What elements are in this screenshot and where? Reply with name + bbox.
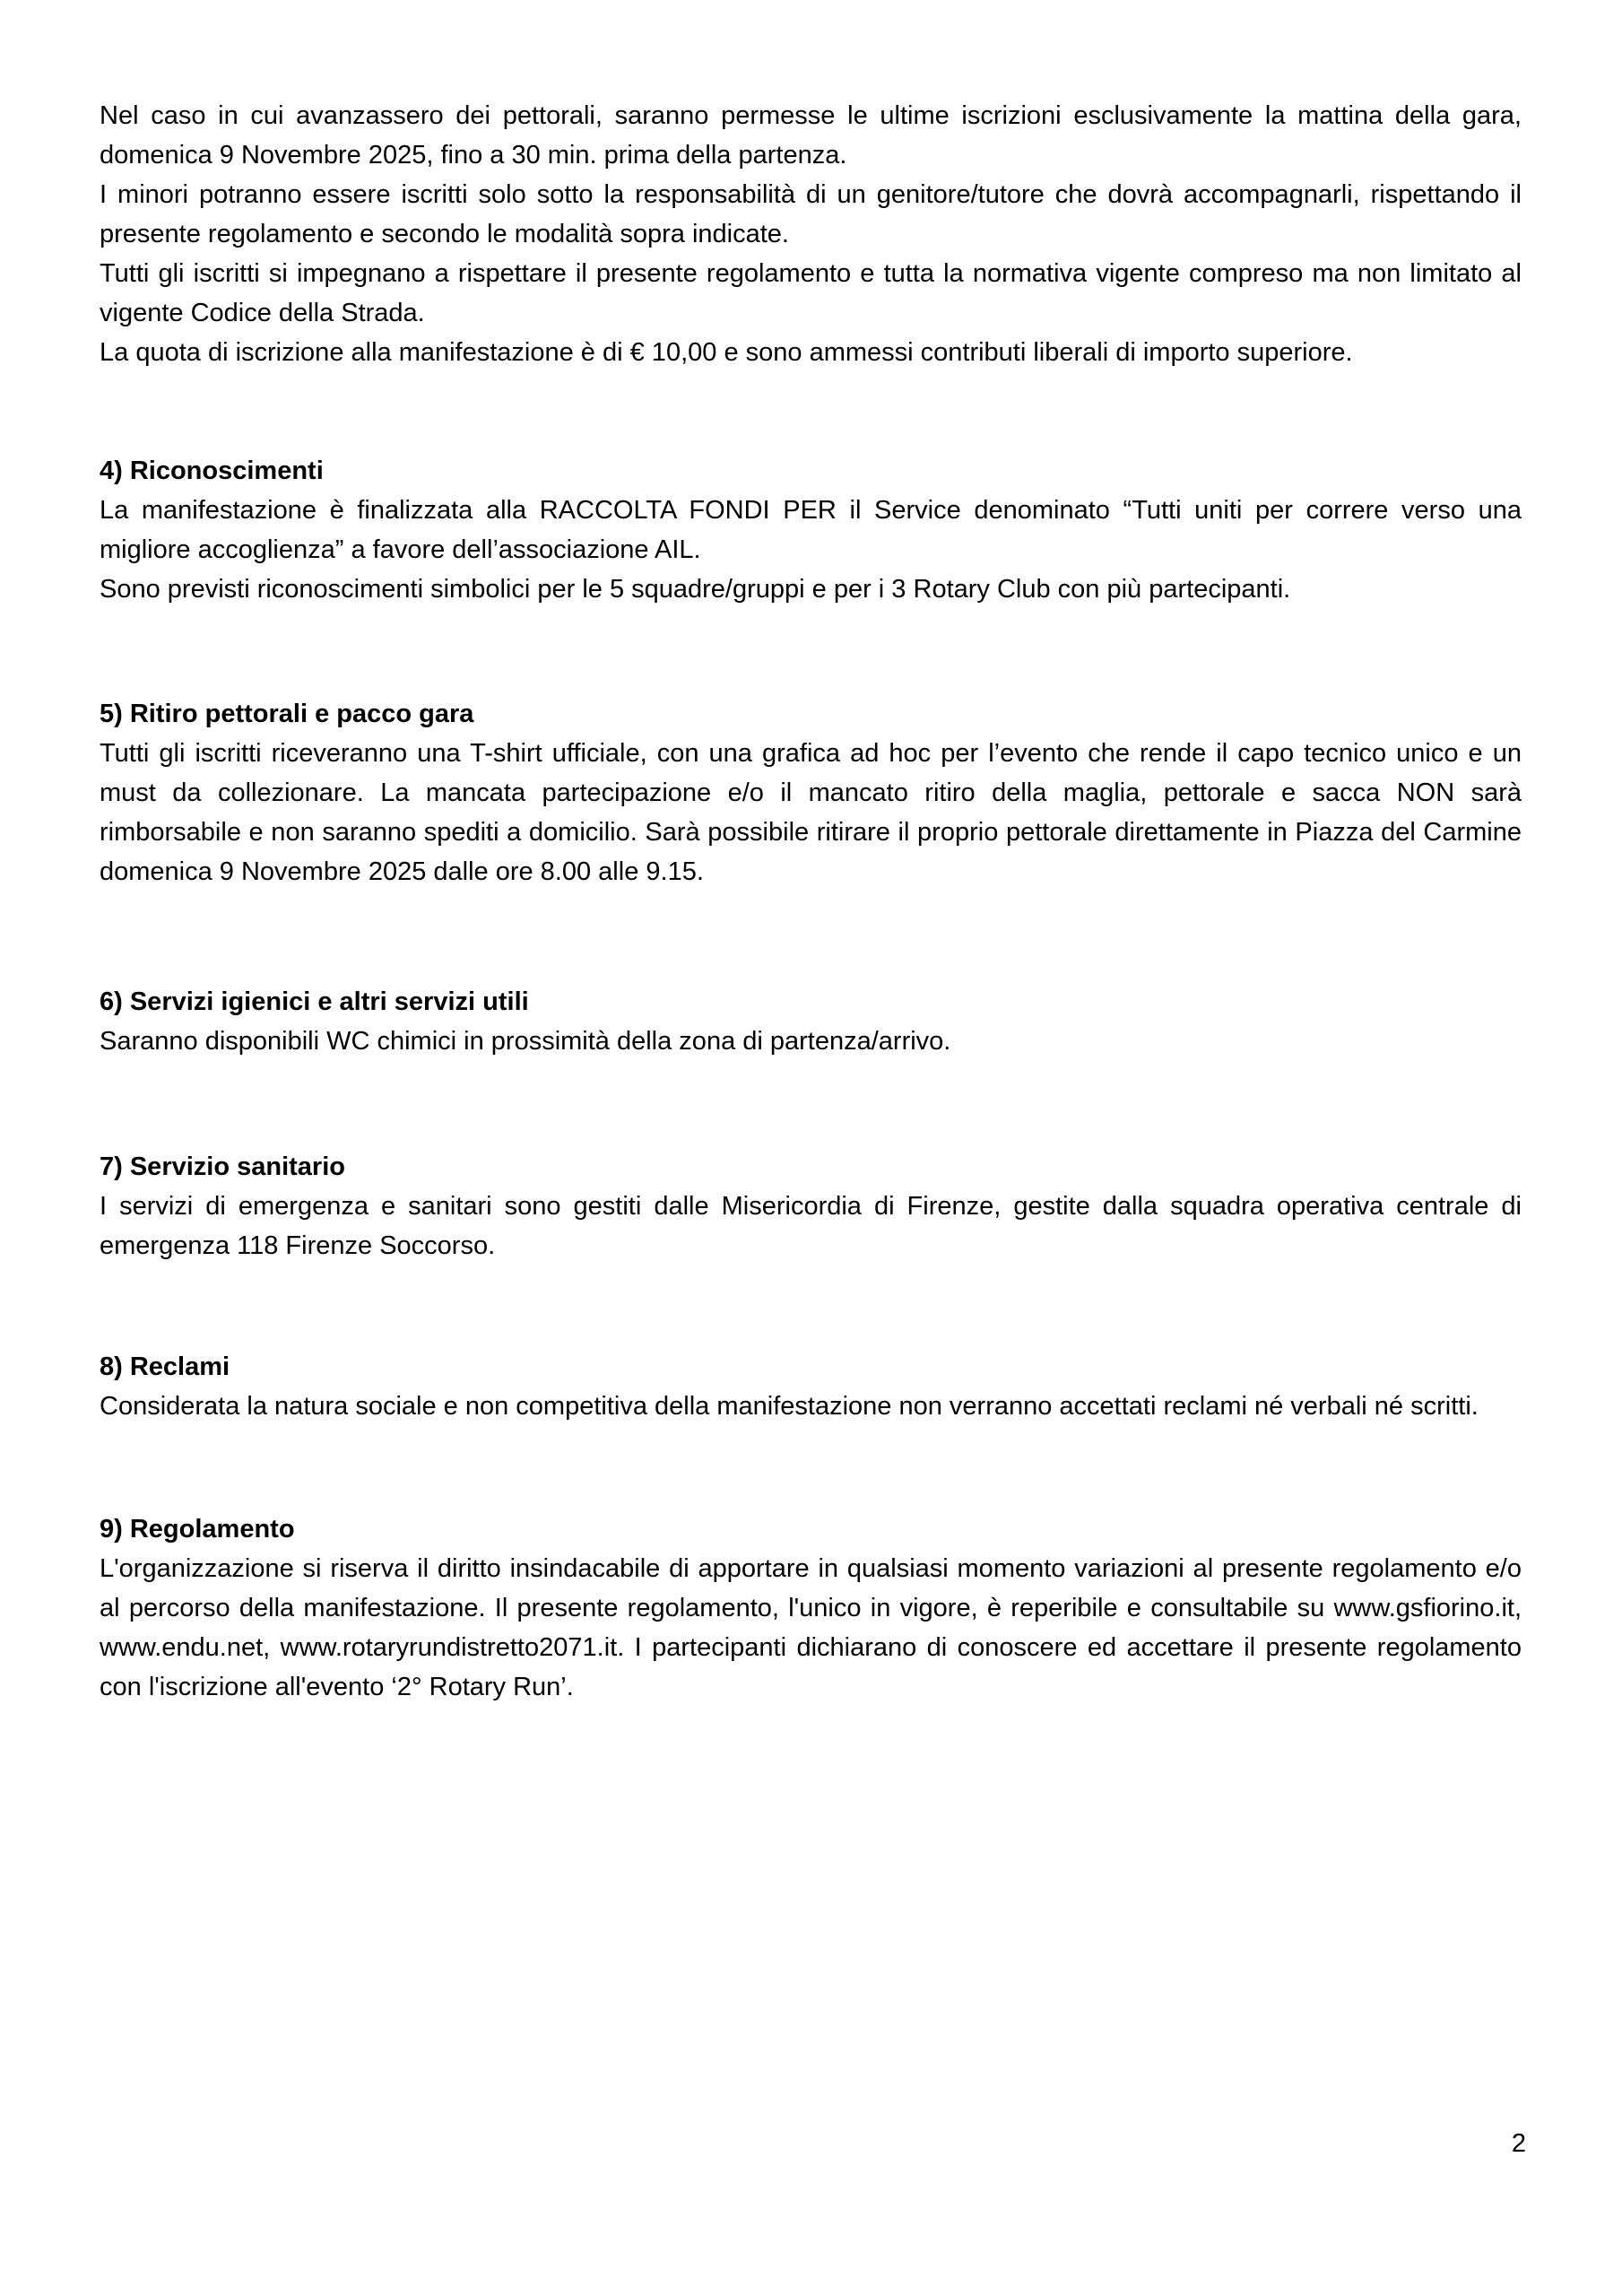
section-heading-regolamento: 9) Regolamento <box>100 1515 295 1544</box>
section-heading-servizi-igienici: 6) Servizi igienici e altri servizi utili <box>100 987 529 1016</box>
intro-paragraph: I minori potranno essere iscritti solo sotto la responsabilità di un genitore/tutore che dovrà accompagnarli, rispettando il presente regolamento e secondo le modalità sopra indicate. <box>100 180 1522 248</box>
intro-paragraph: Nel caso in cui avanzassero dei pettorali, saranno permesse le ultime iscrizioni esclusivamente la mattina della gara, domenica 9 Novembre 2025, fino a 30 min. prima della partenza. <box>100 101 1522 170</box>
intro-paragraph: Tutti gli iscritti si impegnano a rispettare il presente regolamento e tutta la normativa vigente compreso ma non limitato al vigente Codice della Strada. <box>100 259 1522 327</box>
section-paragraph: Saranno disponibili WC chimici in prossimità della zona di partenza/arrivo. <box>100 1027 951 1056</box>
section-paragraph: La manifestazione è finalizzata alla RACCOLTA FONDI PER il Service denominato “Tutti uniti per correre verso una migliore accoglienza” a favore dell’associazione AIL. <box>100 496 1522 564</box>
section-paragraph: Tutti gli iscritti riceveranno una T-shirt ufficiale, con una grafica ad hoc per l’evento che rende il capo tecnico unico e un must da collezionare. La mancata partecipazione e/o il mancato ritiro della maglia, pettorale e sacca NON sarà rimborsabile e non saranno spediti a domicilio. Sarà possibile ritirare il proprio pettorale direttamente in Piazza del Carmine domenica 9 Novembre 2025 dalle ore 8.00 alle 9.15. <box>100 739 1522 886</box>
page-number: 2 <box>1511 2129 1526 2158</box>
section-paragraph: Sono previsti riconoscimenti simbolici per le 5 squadre/gruppi e per i 3 Rotary Club con più partecipanti. <box>100 575 1291 604</box>
section-paragraph: Considerata la natura sociale e non competitiva della manifestazione non verranno accettati reclami né verbali né scritti. <box>100 1392 1479 1421</box>
section-heading-reclami: 8) Reclami <box>100 1352 230 1381</box>
section-heading-riconoscimenti: 4) Riconoscimenti <box>100 457 324 485</box>
page-content <box>0 96 1622 1707</box>
intro-paragraph: La quota di iscrizione alla manifestazione è di € 10,00 e sono ammessi contributi liberali di importo superiore. <box>100 338 1353 367</box>
section-heading-ritiro-pettorali: 5) Ritiro pettorali e pacco gara <box>100 700 474 728</box>
section-heading-servizio-sanitario: 7) Servizio sanitario <box>100 1152 345 1181</box>
intro-block <box>100 96 1522 372</box>
section-paragraph: I servizi di emergenza e sanitari sono gestiti dalle Misericordia di Firenze, gestite dalla squadra operativa centrale di emergenza 118 Firenze Soccorso. <box>100 1192 1522 1260</box>
section-paragraph: L'organizzazione si riserva il diritto insindacabile di apportare in qualsiasi momento variazioni al presente regolamento e/o al percorso della manifestazione. Il presente regolamento, l'unico in vigore, è reperibile e consultabile su www.gsfiorino.it, www.endu.net, www.rotaryrundistretto2071.it. I partecipanti dichiarano di conoscere ed accettare il presente regolamento con l'iscrizione all'evento ‘2° Rotary Run’. <box>100 1554 1522 1701</box>
